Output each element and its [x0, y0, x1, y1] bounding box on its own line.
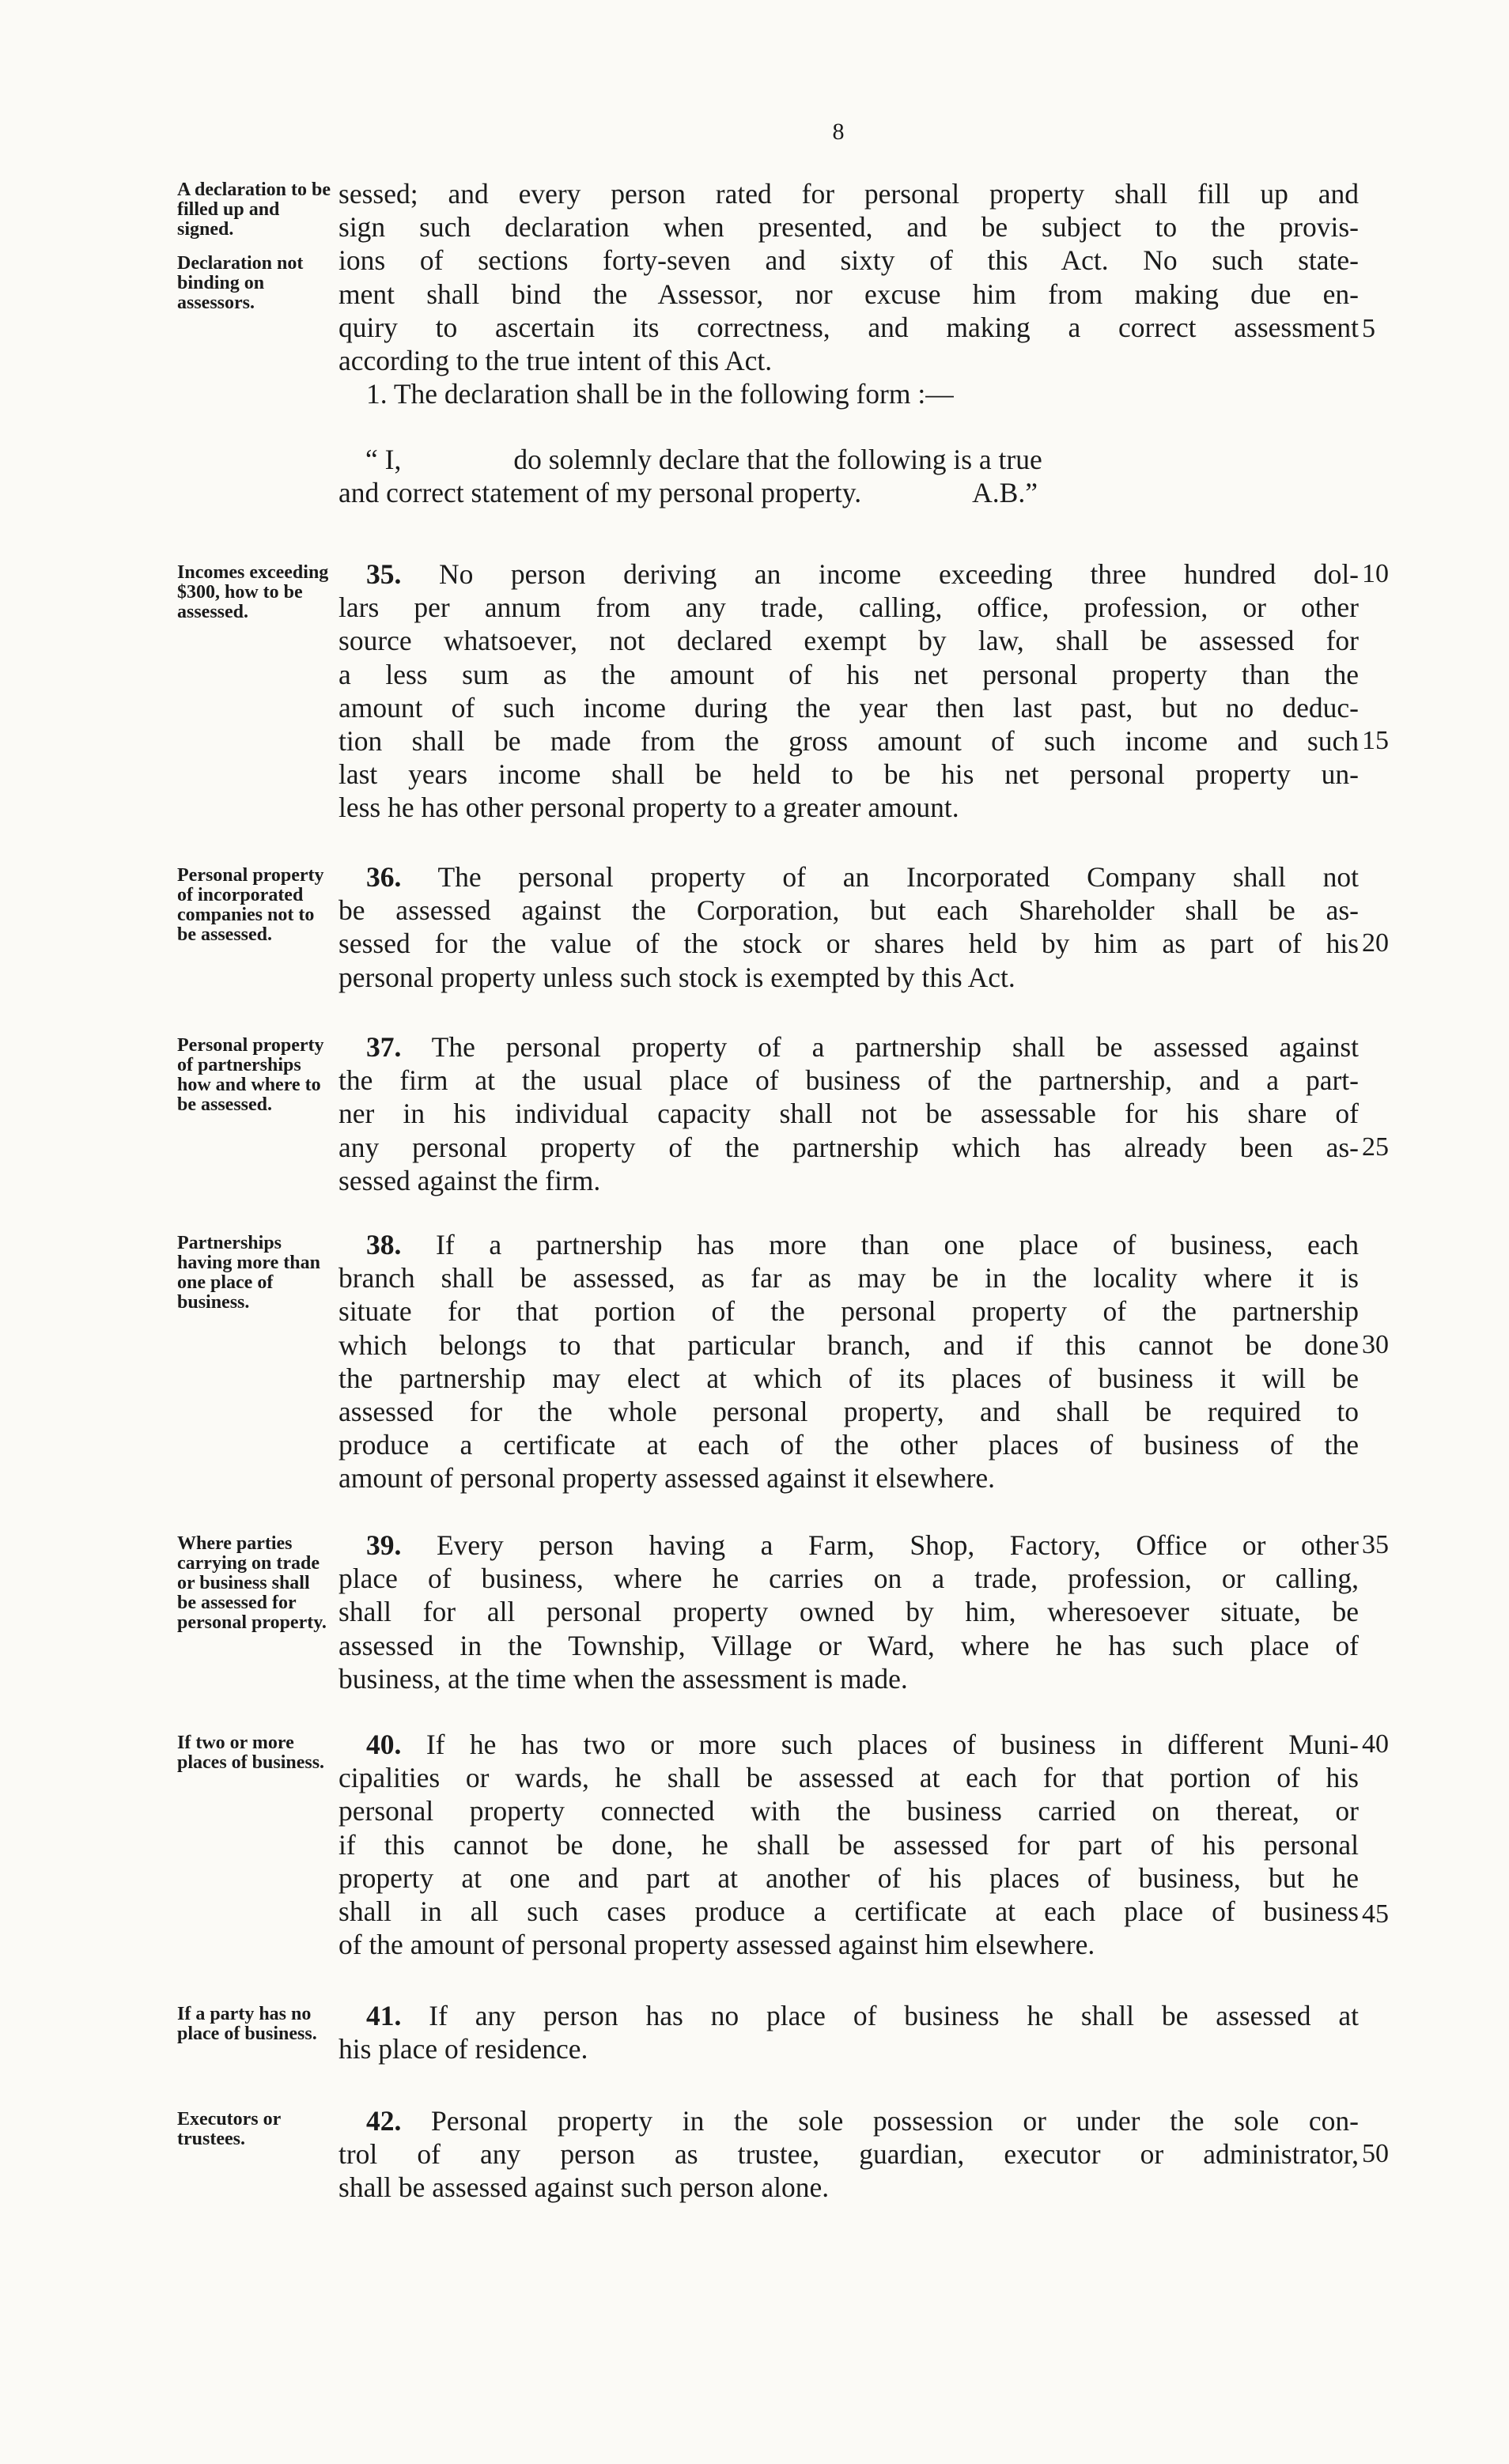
line-number: 20: [1362, 928, 1389, 958]
text-line: ions of sections forty-seven and sixty of this Act. No such state-: [338, 244, 1359, 277]
margin-note-37: Personal property of partnerships how and where to be assessed.: [177, 1035, 324, 1115]
margin-note-declaration: [177, 180, 332, 313]
text-line: be assessed against the Corporation, but each Shareholder shall be as-: [338, 894, 1359, 927]
margin-note-39: Where parties carrying on trade or business shall be assessed for personal property.: [177, 1533, 327, 1633]
section-37-text: [338, 1030, 1359, 1197]
text-line: of the amount of personal property assessed against him elsewhere.: [338, 1929, 1095, 1961]
margin-note: Declaration not binding on assessors.: [177, 253, 304, 313]
section-number: 35.: [366, 558, 402, 590]
text-line: less he has other personal property to a greater amount.: [338, 792, 959, 824]
text-line: tion shall be made from the gross amount of such income and such: [338, 725, 1359, 758]
text-line: ment shall bind the Assessor, nor excuse him from making due en-: [338, 278, 1359, 310]
section-41-text: [338, 1999, 1359, 2065]
text-line: personal property unless such stock is exempted by this Act.: [338, 961, 1015, 993]
text-line: property at one and part at another of his places of business, but he: [338, 1861, 1359, 1894]
page-number: 8: [832, 119, 845, 145]
text-line: assessed in the Township, Village or Ward, where he has such place of: [338, 1629, 1359, 1661]
text-line: cipalities or wards, he shall be assessed at each for that portion of his: [338, 1762, 1359, 1794]
text-line: trol of any person as trustee, guardian, executor or administrator,: [338, 2138, 1359, 2171]
text-line: shall for all personal property owned by him, wheresoever situate, be: [338, 1596, 1359, 1628]
line-number: 50: [1362, 2139, 1389, 2168]
line-number: 30: [1362, 1330, 1389, 1359]
text-line: the partnership may elect at which of its places of business it will be: [338, 1362, 1359, 1394]
text-line: if this cannot be done, he shall be assessed for part of his personal: [338, 1828, 1359, 1861]
text-line: sessed for the value of the stock or shares held by him as part of his: [338, 928, 1359, 960]
line-number: 5: [1362, 314, 1375, 343]
text-line: which belongs to that particular branch, and if this cannot be done: [338, 1328, 1359, 1361]
margin-note-40: If two or more places of business.: [177, 1733, 325, 1773]
line-number: 15: [1362, 726, 1389, 755]
section-number: 38.: [366, 1229, 402, 1260]
text-line: sessed against the firm.: [338, 1164, 601, 1196]
text-line: source whatsoever, not declared exempt by law, shall be assessed for: [338, 625, 1359, 657]
text-line: If any person has no place of business he shall be assessed at: [429, 2000, 1359, 2031]
margin-note-36: Personal property of incorporated companies not to be assessed.: [177, 865, 324, 945]
section-number: 37.: [366, 1031, 402, 1063]
text-line: any personal property of the partnership which has already been as-: [338, 1131, 1359, 1163]
text-line: The personal property of a partnership shall be assessed against: [431, 1031, 1360, 1063]
section-34-text: [338, 177, 1359, 410]
text-line: No person deriving an income exceeding three hundred dol-: [438, 558, 1360, 590]
text-line: sessed; and every person rated for personal property shall fill up and: [338, 178, 1359, 210]
text-line: situate for that portion of the personal property of the partnership: [338, 1295, 1359, 1328]
form-line: and correct statement of my personal property. A.B.”: [338, 477, 1038, 509]
text-line: produce a certificate at each of the other places of business of the: [338, 1429, 1359, 1461]
text-line: quiry to ascertain its correctness, and making a correct assessment: [338, 311, 1359, 343]
margin-note-35: Incomes exceeding $300, how to be assessed.: [177, 562, 329, 622]
text-line: personal property connected with the business carried on thereat, or: [338, 1795, 1359, 1827]
text-line: Every person having a Farm, Shop, Factory, Office or other: [436, 1529, 1359, 1561]
margin-note: A declaration to be filled up and signed.: [177, 180, 331, 240]
section-38-text: [338, 1228, 1359, 1495]
text-line: his place of residence.: [338, 2033, 588, 2065]
line-number: 35: [1362, 1530, 1389, 1559]
declaration-form: [338, 443, 1359, 509]
text-line: last years income shall be held to be his net personal property un-: [338, 758, 1359, 791]
text-line: If he has two or more such places of business in different Muni-: [425, 1729, 1359, 1760]
text-line: the firm at the usual place of business of the partnership, and a part-: [338, 1064, 1359, 1097]
section-35-text: [338, 557, 1359, 825]
text-line: shall be assessed against such person alone.: [338, 2171, 830, 2204]
text-line: lars per annum from any trade, calling, office, profession, or other: [338, 591, 1359, 624]
section-number: 39.: [366, 1529, 402, 1561]
text-line: sign such declaration when presented, and be subject to the provis-: [338, 211, 1359, 244]
text-line: If a partnership has more than one place of business, each: [436, 1229, 1359, 1260]
margin-note-41: If a party has no place of business.: [177, 2004, 317, 2044]
text-line: amount of such income during the year then last past, but no deduc-: [338, 691, 1359, 724]
text-line: Personal property in the sole possession or under the sole con-: [431, 2105, 1359, 2137]
section-number: 36.: [366, 861, 402, 893]
line-number: 25: [1362, 1132, 1389, 1162]
text-line: amount of personal property assessed against it elsewhere.: [338, 1462, 996, 1495]
text-line: assessed for the whole personal property, and shall be required to: [338, 1396, 1359, 1428]
text-line: shall in all such cases produce a certificate at each place of business: [338, 1895, 1359, 1928]
section-40-text: [338, 1728, 1359, 1961]
line-number: 10: [1362, 559, 1389, 588]
section-36-text: [338, 860, 1359, 994]
text-line: ner in his individual capacity shall not be assessable for his share of: [338, 1098, 1359, 1130]
section-number: 40.: [366, 1729, 402, 1760]
text-line: place of business, where he carries on a trade, profession, or calling,: [338, 1563, 1359, 1595]
text-line: The personal property of an Incorporated Company shall not: [437, 861, 1360, 893]
section-number: 41.: [366, 2000, 402, 2031]
line-number: 40: [1362, 1729, 1389, 1759]
section-number: 42.: [366, 2105, 402, 2137]
text-line: business, at the time when the assessment is made.: [338, 1662, 908, 1695]
form-intro: 1. The declaration shall be in the following form :—: [366, 378, 954, 410]
margin-note-38: Partnerships having more than one place of business.: [177, 1233, 320, 1313]
text-line: according to the true intent of this Act.: [338, 345, 773, 377]
line-number: 45: [1362, 1899, 1389, 1929]
section-39-text: [338, 1529, 1359, 1695]
form-line: “ I, do solemnly declare that the following is a true: [365, 444, 1042, 475]
text-line: branch shall be assessed, as far as may be in the locality where it is: [338, 1262, 1359, 1294]
section-42-text: [338, 2104, 1359, 2205]
margin-note-42: Executors or trustees.: [177, 2109, 281, 2149]
text-line: a less sum as the amount of his net personal property than the: [338, 658, 1359, 690]
